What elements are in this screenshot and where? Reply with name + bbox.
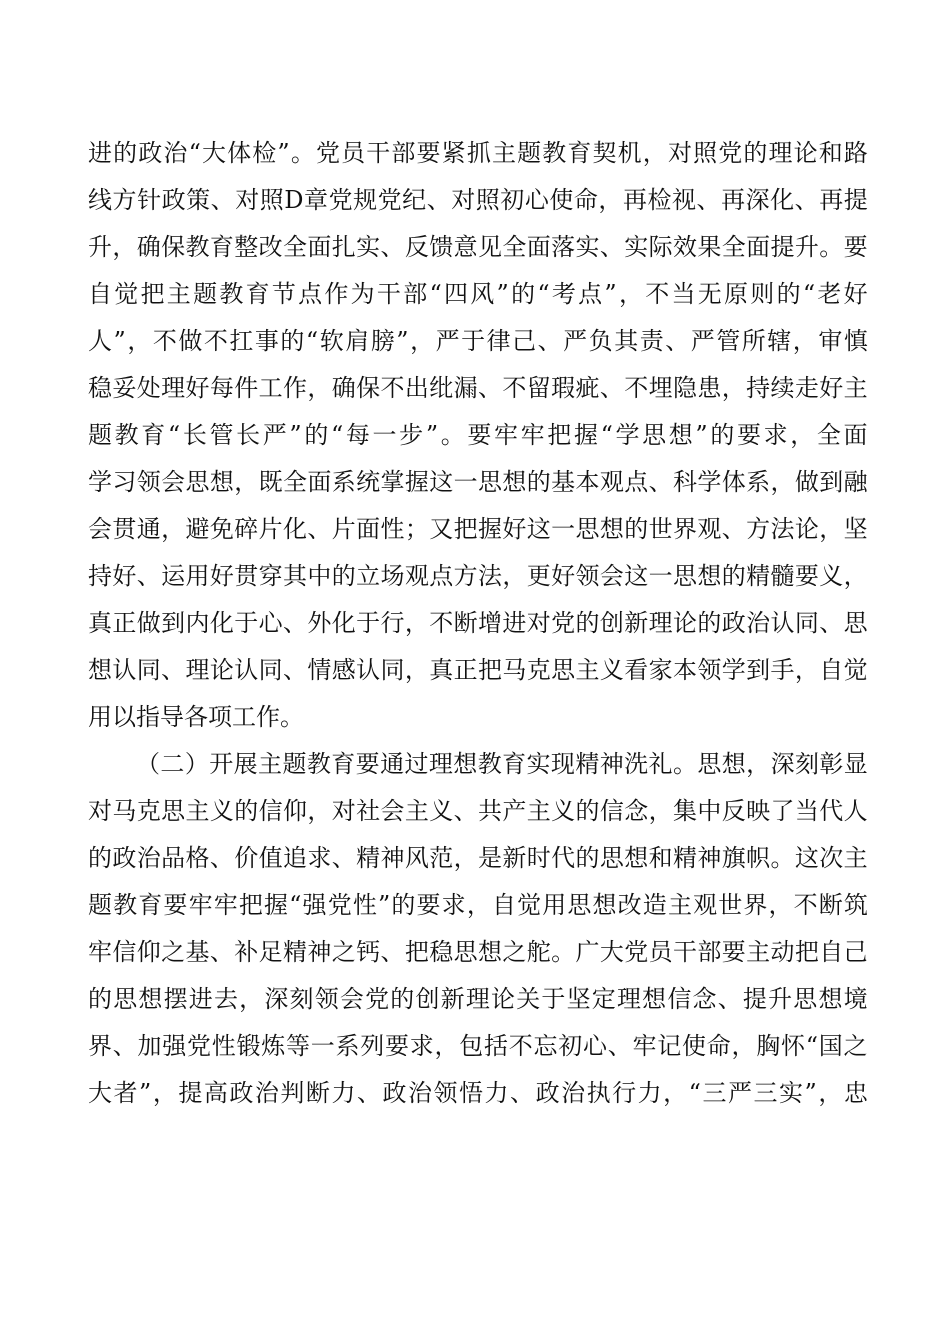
- text-line: 持 好 、 运 用 好 贯 穿 其 中 的 立 场 观 点 方 法 ， 更 好 领 会 这 一 思 想 的 精 髓 要 义 ，: [88, 562, 868, 590]
- text-line: 学 习 领 会 思 想 ， 既 全 面 系 统 掌 握 这 一 思 想 的 基 本 观 点 、 科 学 体 系 ， 做 到 融: [88, 468, 868, 496]
- text-line: 的 政 治 品 格 、 价 值 追 求 、 精 神 风 范 ， 是 新 时 代 的 思 想 和 精 神 旗 帜 。 这 次 主: [88, 844, 868, 872]
- text-line: 线 方 针 政 策 、 对 照 D 章 党 规 党 纪 、 对 照 初 心 使 命 ， 再 检 视 、 再 深 化 、 再 提: [88, 186, 868, 214]
- text-line: 人 ” ， 不 做 不 扛 事 的 “ 软 肩 膀 ” ， 严 于 律 己 、 严 负 其 责 、 严 管 所 辖 ， 审 慎: [88, 327, 868, 355]
- text-line: 真 正 做 到 内 化 于 心 、 外 化 于 行 ， 不 断 增 进 对 党 的 创 新 理 论 的 政 治 认 同 、 思: [88, 609, 868, 637]
- text-line: 牢 信 仰 之 基 、 补 足 精 神 之 钙 、 把 稳 思 想 之 舵 。 广 大 党 员 干 部 要 主 动 把 自 己: [88, 938, 868, 966]
- text-line: 对 马 克 思 主 义 的 信 仰 ， 对 社 会 主 义 、 共 产 主 义 的 信 念 ， 集 中 反 映 了 当 代 人: [88, 797, 868, 825]
- text-line: 会 贯 通 ， 避 免 碎 片 化 、 片 面 性 ； 又 把 握 好 这 一 思 想 的 世 界 观 、 方 法 论 ， 坚: [88, 515, 868, 543]
- text-line: 稳 妥 处 理 好 每 件 工 作 ， 确 保 不 出 纰 漏 、 不 留 瑕 疵 、 不 埋 隐 患 ， 持 续 走 好 主: [88, 374, 868, 402]
- text-line: 界 、 加 强 党 性 锻 炼 等 一 系 列 要 求 ， 包 括 不 忘 初 心 、 牢 记 使 命 ， 胸 怀 “ 国 之: [88, 1032, 868, 1060]
- text-line: 自 觉 把 主 题 教 育 节 点 作 为 干 部 “ 四 风 ” 的 “ 考 点 ” ， 不 当 无 原 则 的 “ 老 好: [88, 280, 868, 308]
- text-line: 用以指导各项工作。: [88, 703, 304, 731]
- text-line: 的 思 想 摆 进 去 ， 深 刻 领 会 党 的 创 新 理 论 关 于 坚 定 理 想 信 念 、 提 升 思 想 境: [88, 985, 868, 1013]
- text-line: 升 ， 确 保 教 育 整 改 全 面 扎 实 、 反 馈 意 见 全 面 落 实 、 实 际 效 果 全 面 提 升 。 要: [88, 233, 868, 261]
- text-line: （ 二 ） 开 展 主 题 教 育 要 通 过 理 想 教 育 实 现 精 神 洗 礼 。 思 想 ， 深 刻 彰 显: [136, 750, 868, 778]
- text-line: 题 教 育 “ 长 管 长 严 ” 的 “ 每 一 步 ” 。 要 牢 牢 把 握 “ 学 思 想 ” 的 要 求 ， 全 面: [88, 421, 868, 449]
- text-line: 大 者 ” ， 提 高 政 治 判 断 力 、 政 治 领 悟 力 、 政 治 执 行 力 ， “ 三 严 三 实 ” ， 忠: [88, 1079, 868, 1107]
- text-line: 想 认 同 、 理 论 认 同 、 情 感 认 同 ， 真 正 把 马 克 思 主 义 看 家 本 领 学 到 手 ， 自 觉: [88, 656, 868, 684]
- text-line: 题 教 育 要 牢 牢 把 握 “ 强 党 性 ” 的 要 求 ， 自 觉 用 思 想 改 造 主 观 世 界 ， 不 断 筑: [88, 891, 868, 919]
- text-line: 进 的 政 治 “ 大 体 检 ” 。 党 员 干 部 要 紧 抓 主 题 教 育 契 机 ， 对 照 党 的 理 论 和 路: [88, 139, 868, 167]
- body-text: [88, 130, 868, 1117]
